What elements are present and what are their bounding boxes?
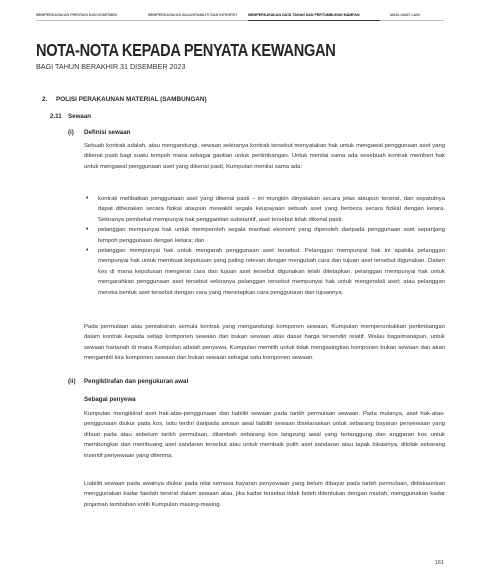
item-ii-title: Pengiktirafan dan pengukuran awal xyxy=(84,378,189,385)
list-item xyxy=(84,246,445,298)
nav-active-indicator xyxy=(248,20,380,21)
item-i-bullet-list xyxy=(84,194,445,298)
bullet-text: pelanggan mempunyai hak untuk memperoleh segala manfaat ekonomi yang diperoleh daripada penggunaan aset sepanjang tempoh penggunaan dengan ketara; dan xyxy=(98,227,445,244)
bullet-text: pelanggan mempunyai hak untuk mengarah penggunaan aset tersebut. Pelanggan mempunyai hak ini apabila pelanggan mempunyai hak untuk membuat keputusan yang paling relevan dengan mengubah cara dan tujuan aset tersebut digunakan. Dalam kes di mana keputusan mengenai cara dan tujuan aset tersebut digunakan telah ditetapkan, pelanggan mempunyai hak untuk mengarahkan penggunaan aset tersebut sekiranya pelanggan tersebut mempunyai hak untuk mengendali aset; atau pelanggan mereka bentuk aset tersebut dengan cara yang menetapkan cara penggunaan dan tujuannya. xyxy=(98,248,445,296)
list-item xyxy=(84,225,445,246)
section-title: POLISI PERAKAUNAN MATERIAL (SAMBUNGAN) xyxy=(56,96,207,103)
item-i-title: Definisi sewaan xyxy=(84,129,131,136)
item-ii-number: (ii) xyxy=(68,378,76,385)
list-item xyxy=(84,194,445,225)
item-ii-paragraph-2: Liabiliti sewaan pada awalnya diukur pada nilai semasa bayaran penyewaan yang belum dibayar pada tarikh permulaan, didiskaunkan menggunakan kadar faedah tersirat dalam sewaan atau, jika kadar tersebut tidak boleh ditentukan dengan mudah, menggunakan kadar pinjaman tambahan entiti Kumpulan masing-masing. xyxy=(84,481,445,508)
page-title: NOTA-NOTA KEPADA PENYATA KEWANGAN xyxy=(36,42,336,61)
page-subtitle: BAGI TAHUN BERAKHIR 31 DISEMBER 2023 xyxy=(36,62,186,71)
item-i-paragraph-2: Pada permulaan atau pentaksiran semula kontrak yang mengandungi komponen sewaan, Kumpulan memperuntukkan pertimbangan dalam kontrak kepada setiap komponen sewaan dan bukan sewaan atas dasar harga tersendiri relatif. Walau bagaimanapun, untuk sewaan hartanah di mana Kumpulan adalah penyewa, Kumpulan memilih untuk tidak mengasingkan komponen bukan sewaan dan akan mengambil kira komponen sewaan dan bukan sewaan sebagai satu komponen sewaan. xyxy=(84,324,445,362)
item-i-number: (i) xyxy=(68,129,74,136)
subsection-number: 2.11 xyxy=(50,113,62,120)
nav-item-prestasi[interactable]: MEMPERKAYAKAN PRESTASI DAN KOMITMEN xyxy=(36,13,118,17)
top-navigation xyxy=(36,13,444,23)
bullet-icon: • xyxy=(86,247,89,255)
bullet-icon: • xyxy=(86,226,89,234)
section-number: 2. xyxy=(42,96,48,103)
nav-item-akauntabiliti[interactable]: MEMPERKAYAKAN AKAUNTABILITI DAN INTEGRITI xyxy=(148,13,237,17)
item-i-paragraph-1: Sebuah kontrak adalah, atau mengandungi, sewaan sekiranya kontrak tersebut menyatakan hak untuk mengawal penggunaan aset yang dikenal pasti bagi suatu tempoh masa sebagai gantian untuk pertimbangan. Untuk menilai sama ada sesebuah kontrak memberi hak untuk mengawal penggunaan aset yang dikenal pasti, Kumpulan menilai sama ada: xyxy=(84,143,445,170)
page-number: 161 xyxy=(434,560,444,566)
nav-item-maklumat-lain[interactable]: MAKLUMAT LAIN xyxy=(390,13,420,17)
nav-divider xyxy=(36,20,444,21)
subsection-title: Sewaan xyxy=(68,113,92,120)
bullet-icon: • xyxy=(86,195,89,202)
nav-item-data-tahan[interactable]: MEMPERKAYAKAN DATA TAHAN DAN PERTUMBUHAN MAMPAN xyxy=(248,13,360,17)
item-ii-label: Sebagai penyewa xyxy=(84,396,136,403)
item-ii-paragraph-1: Kumpulan mengiktiraf aset hak-atas-penggunaan dan liabiliti sewaan pada tarikh permulaan sewaan. Pada mulanya, aset hak-atas-penggunaan diukur pada kos, iaitu terdiri daripada amaun awal liabiliti sewaan diselaraskan untuk sebarang bayaran penyewaan yang dibuat pada atau sebelum tarikh permulaan, ditambah sebarang kos langsung awal yang tertanggung dan anggaran kos untuk membongkar dan membuang aset sandaran tersebut atau untuk membaik pulih aset sandaran atau tapak lokasinya, ditolak sebarang insentif penyewaan yang diterima. xyxy=(84,411,445,459)
bullet-text: kontrak melibatkan penggunaan aset yang dikenal pasti – ini mungkin dinyatakan secara jelas ataupun tersirat, dan sepatutnya dapat dibezakan secara fizikal ataupun mewakili segala keupayaan sebuah aset yang berbeza secara fizikal dengan ketara. Sekiranya pembekal mempunyai hak penggantian substantif, aset tersebut tidak dikenal pasti; xyxy=(98,196,445,223)
